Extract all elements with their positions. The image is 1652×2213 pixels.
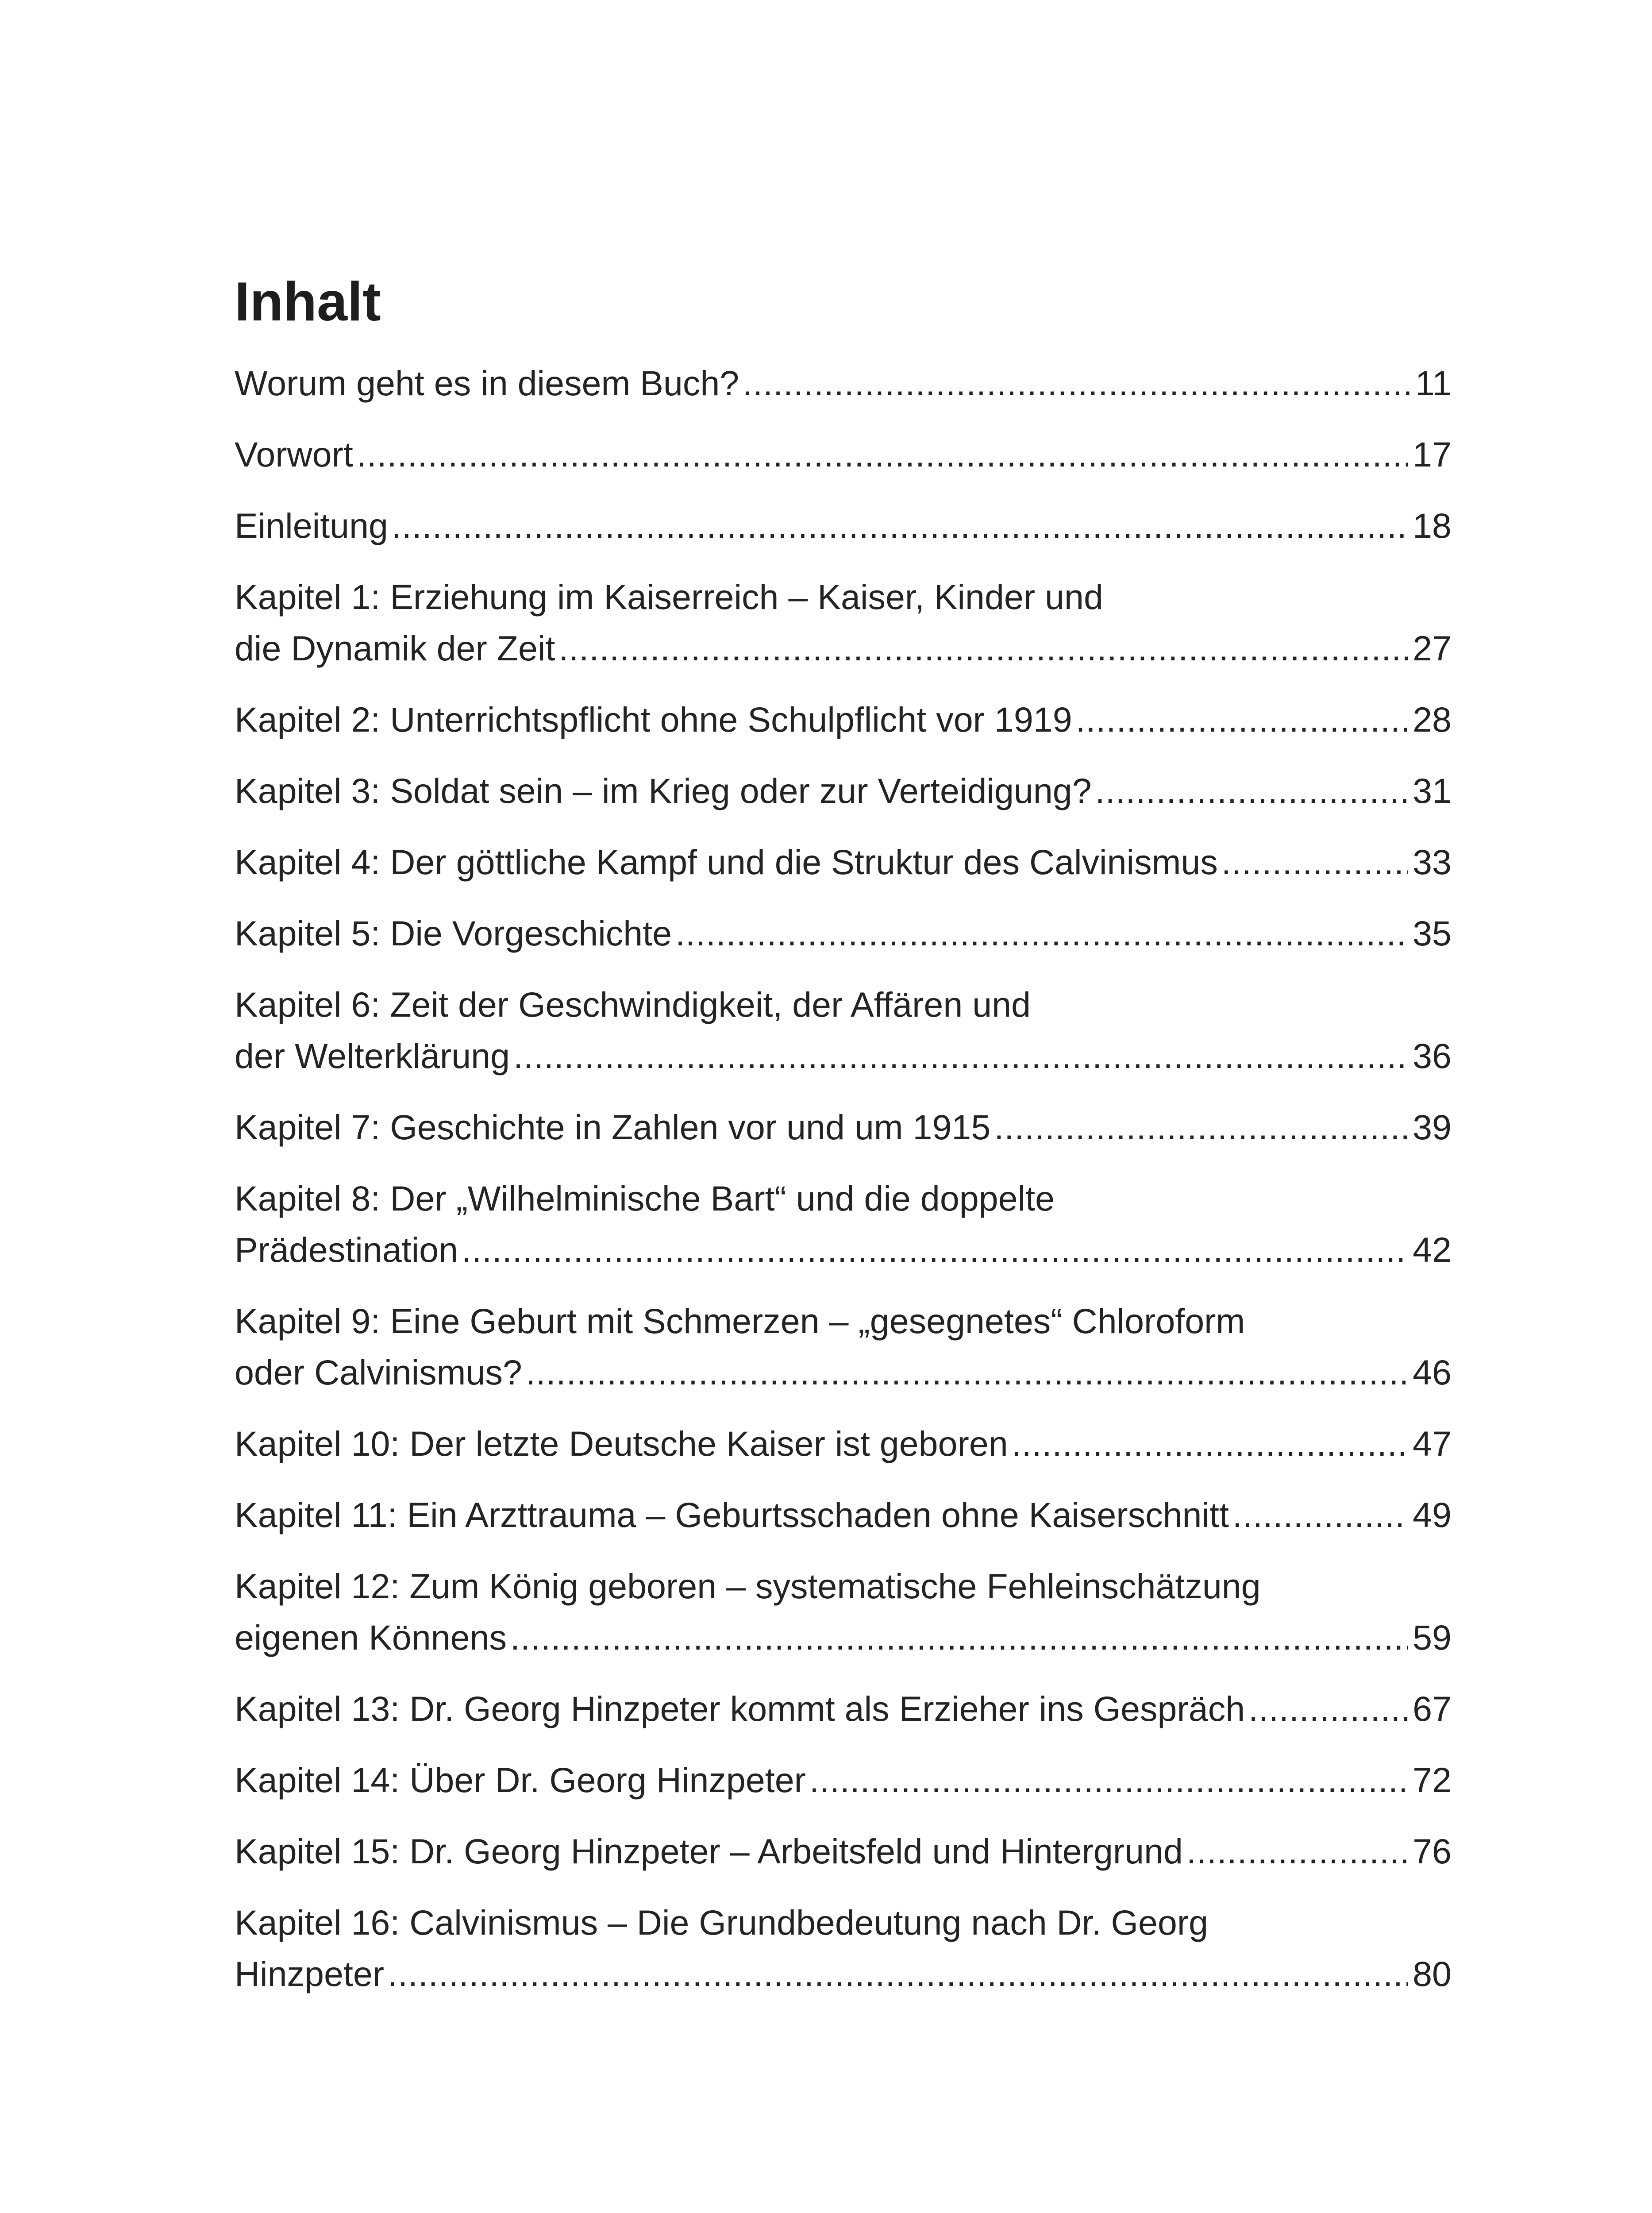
toc-dot-leader — [675, 908, 1408, 959]
toc-entry-line — [235, 765, 1452, 817]
toc-entry — [235, 571, 1452, 674]
toc-entry-title-line: Kapitel 1: Erziehung im Kaiserreich – Kaiser, Kinder und — [235, 577, 1103, 617]
toc-entry-title: Kapitel 11: Ein Arzttrauma – Geburtsschaden ohne Kaiserschnitt — [235, 1495, 1229, 1534]
toc-entry-line — [235, 1948, 1452, 2000]
toc-dot-leader — [1186, 1826, 1408, 1877]
toc-page-number: 33 — [1413, 842, 1452, 882]
toc-entry-title: Kapitel 13: Dr. Georg Hinzpeter kommt als Erzieher ins Gespräch — [235, 1689, 1245, 1728]
toc-page-number: 47 — [1413, 1424, 1452, 1463]
toc-page-number: 36 — [1413, 1036, 1452, 1076]
toc-entry-title: Worum geht es in diesem Buch? — [235, 363, 739, 403]
toc-entry-title: Kapitel 10: Der letzte Deutsche Kaiser ist geboren — [235, 1424, 1008, 1463]
toc-entry-title-line: Kapitel 8: Der „Wilhelminische Bart“ und die doppelte — [235, 1179, 1055, 1218]
toc-entry — [235, 1826, 1452, 1877]
toc-entry — [235, 1173, 1452, 1276]
toc-entry-line — [235, 1102, 1452, 1153]
toc-entry-title: Prädestination — [235, 1230, 458, 1269]
toc-entry-title: eigenen Könnens — [235, 1618, 507, 1657]
toc-entry-line — [235, 1489, 1452, 1541]
toc-page-number: 27 — [1413, 628, 1452, 668]
toc-entry — [235, 429, 1452, 480]
toc-dot-leader — [1221, 837, 1408, 888]
toc-entry — [235, 1897, 1452, 2000]
toc-page-number: 49 — [1413, 1495, 1452, 1534]
toc-entry-line — [235, 1224, 1452, 1276]
toc-dot-leader — [994, 1102, 1408, 1153]
toc-entry — [235, 1561, 1452, 1663]
toc-entry-line — [235, 694, 1452, 745]
toc-dot-leader — [392, 500, 1408, 551]
toc-entry — [235, 500, 1452, 551]
toc-entry — [235, 1754, 1452, 1806]
toc-entry-line — [235, 1754, 1452, 1806]
toc-page-number: 80 — [1413, 1954, 1452, 1993]
toc-entry-title: Vorwort — [235, 435, 353, 474]
toc-dot-leader — [1012, 1418, 1408, 1469]
toc-page-number: 31 — [1413, 771, 1452, 810]
toc-dot-leader — [1076, 694, 1408, 745]
toc-entry-line — [235, 1418, 1452, 1469]
toc-entry — [235, 979, 1452, 1082]
toc-page-number: 76 — [1413, 1831, 1452, 1871]
toc-dot-leader — [743, 358, 1411, 409]
toc-list — [235, 358, 1452, 2000]
toc-entry — [235, 1683, 1452, 1735]
toc-entry-line — [235, 500, 1452, 551]
toc-entry-title: oder Calvinismus? — [235, 1353, 522, 1392]
toc-entry-line — [235, 429, 1452, 480]
toc-dot-leader — [526, 1347, 1408, 1398]
toc-dot-leader — [462, 1224, 1408, 1276]
toc-page-number: 67 — [1413, 1689, 1452, 1728]
toc-entry-title: Kapitel 7: Geschichte in Zahlen vor und um 1915 — [235, 1107, 991, 1147]
toc-page-number: 17 — [1413, 435, 1452, 474]
toc-entry-title: Kapitel 3: Soldat sein – im Krieg oder zur Verteidigung? — [235, 771, 1092, 810]
toc-entry — [235, 694, 1452, 745]
toc-entry-title: die Dynamik der Zeit — [235, 628, 555, 668]
toc-page-number: 39 — [1413, 1107, 1452, 1147]
toc-entry-title: Kapitel 15: Dr. Georg Hinzpeter – Arbeitsfeld und Hintergrund — [235, 1831, 1183, 1871]
toc-entry — [235, 358, 1452, 409]
toc-entry-title-line: Kapitel 6: Zeit der Geschwindigkeit, der Affären und — [235, 985, 1031, 1024]
toc-entry-title: Hinzpeter — [235, 1954, 385, 1993]
toc-entry-line — [235, 1826, 1452, 1877]
toc-dot-leader — [513, 1030, 1408, 1082]
toc-entry-line — [235, 1683, 1452, 1735]
toc-entry-line — [235, 623, 1452, 674]
toc-entry — [235, 837, 1452, 888]
toc-dot-leader — [1248, 1683, 1408, 1735]
toc-page-number: 42 — [1413, 1230, 1452, 1269]
toc-entry-title-line: Kapitel 9: Eine Geburt mit Schmerzen – „gesegnetes“ Chloroform — [235, 1301, 1245, 1341]
toc-page-number: 72 — [1413, 1760, 1452, 1800]
toc-page-number: 28 — [1413, 700, 1452, 739]
toc-dot-leader — [357, 429, 1408, 480]
toc-page-number: 11 — [1415, 363, 1452, 403]
toc-entry-line — [235, 1612, 1452, 1663]
toc-entry — [235, 765, 1452, 817]
toc-dot-leader — [809, 1754, 1408, 1806]
toc-entry-line — [235, 1347, 1452, 1398]
toc-entry-title-line: Kapitel 16: Calvinismus – Die Grundbedeutung nach Dr. Georg — [235, 1903, 1209, 1942]
toc-page-number: 18 — [1413, 506, 1452, 545]
toc-entry-line — [235, 908, 1452, 959]
toc-entry-title: Kapitel 14: Über Dr. Georg Hinzpeter — [235, 1760, 806, 1800]
toc-entry-title: Kapitel 2: Unterrichtspflicht ohne Schulpflicht vor 1919 — [235, 700, 1072, 739]
toc-entry-line — [235, 1030, 1452, 1082]
toc-title: Inhalt — [235, 271, 381, 332]
toc-entry-line — [235, 837, 1452, 888]
toc-dot-leader — [1232, 1489, 1408, 1541]
toc-entry — [235, 1295, 1452, 1398]
toc-page — [235, 271, 1452, 2020]
toc-entry — [235, 1489, 1452, 1541]
toc-entry — [235, 1102, 1452, 1153]
toc-entry-title-line: Kapitel 12: Zum König geboren – systematische Fehleinschätzung — [235, 1566, 1261, 1606]
toc-entry-title: Kapitel 4: Der göttliche Kampf und die Struktur des Calvinismus — [235, 842, 1218, 882]
toc-dot-leader — [558, 623, 1408, 674]
toc-page-number: 46 — [1413, 1353, 1452, 1392]
toc-entry-title: Kapitel 5: Die Vorgeschichte — [235, 914, 672, 953]
toc-entry-title: der Welterklärung — [235, 1036, 510, 1076]
toc-dot-leader — [388, 1948, 1408, 2000]
toc-entry — [235, 1418, 1452, 1469]
toc-entry-title: Einleitung — [235, 506, 388, 545]
toc-entry — [235, 908, 1452, 959]
toc-entry-line — [235, 358, 1452, 409]
toc-dot-leader — [510, 1612, 1408, 1663]
toc-page-number: 59 — [1413, 1618, 1452, 1657]
toc-page-number: 35 — [1413, 914, 1452, 953]
toc-dot-leader — [1095, 765, 1408, 817]
